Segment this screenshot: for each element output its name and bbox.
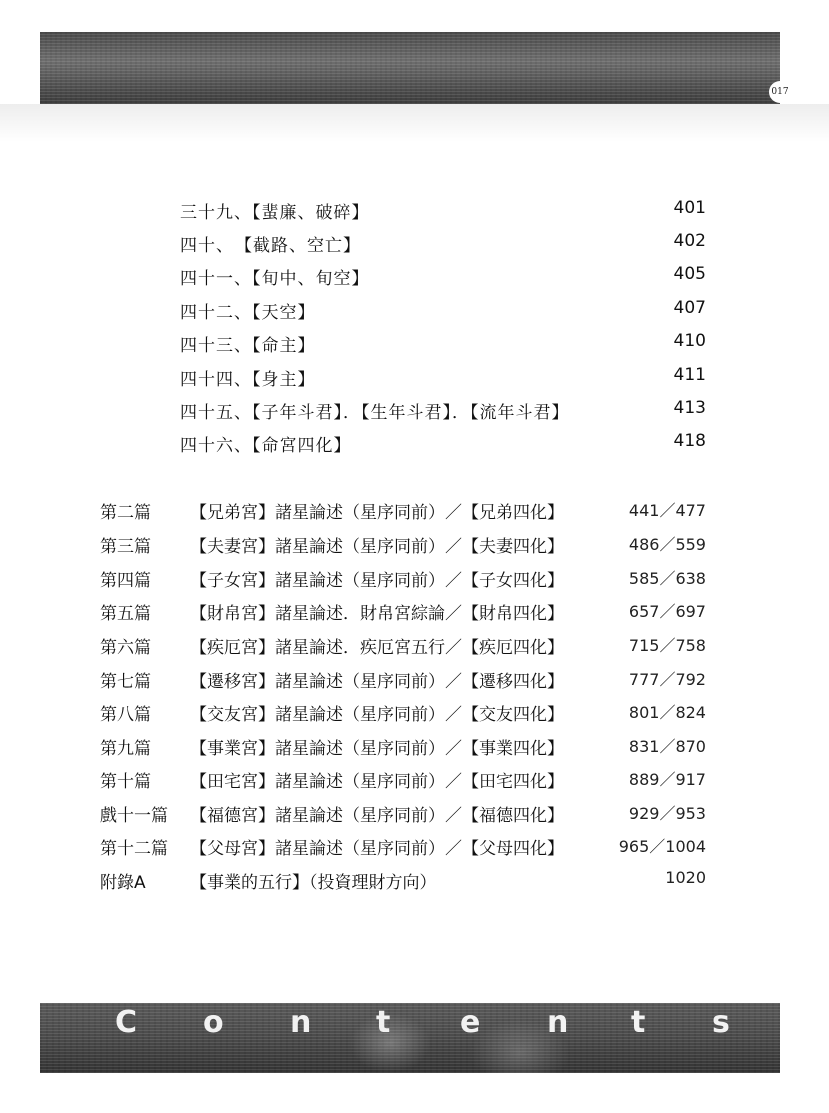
chapter-pages: 801／824 bbox=[628, 703, 706, 722]
toc-page: 401 bbox=[673, 198, 706, 218]
chapter-name: 第二篇 bbox=[100, 503, 151, 523]
contents-letter: C bbox=[115, 1005, 138, 1040]
chapter-pages: 965／1004 bbox=[618, 837, 706, 856]
chapter-pages: 1020 bbox=[665, 868, 706, 887]
chapter-title: 【事業的五行】（投資理財方向） bbox=[190, 873, 437, 893]
chapter-name: 附錄A bbox=[100, 873, 146, 893]
chapter-title: 【福德宮】諸星論述（星序同前）／【福德四化】 bbox=[190, 806, 564, 826]
chapter-title: 【夫妻宮】諸星論述（星序同前）／【夫妻四化】 bbox=[190, 537, 564, 557]
chapter-name: 第五篇 bbox=[100, 604, 151, 624]
page-number-badge: 017 bbox=[769, 81, 791, 103]
chapter-name: 第四篇 bbox=[100, 571, 151, 591]
header-band bbox=[40, 32, 789, 104]
header-shadow bbox=[0, 104, 829, 142]
chapter-pages: 831／870 bbox=[628, 737, 706, 756]
chapter-title: 【疾厄宮】諸星論述．疾厄宮五行／【疾厄四化】 bbox=[190, 638, 564, 658]
chapter-title: 【事業宮】諸星論述（星序同前）／【事業四化】 bbox=[190, 739, 564, 759]
chapter-name: 第十篇 bbox=[100, 772, 151, 792]
toc-title: 四十六、【命宮四化】 bbox=[180, 436, 352, 456]
chapter-name: 第九篇 bbox=[100, 739, 151, 759]
chapter-name: 第十二篇 bbox=[100, 839, 168, 859]
contents-footer-band bbox=[40, 1003, 780, 1073]
contents-letter: t bbox=[631, 1005, 646, 1040]
chapter-title: 【兄弟宮】諸星論述（星序同前）／【兄弟四化】 bbox=[190, 503, 564, 523]
chapter-name: 第七篇 bbox=[100, 672, 151, 692]
contents-letter: t bbox=[376, 1005, 391, 1040]
toc-page: 405 bbox=[673, 264, 706, 284]
chapter-name: 戲十一篇 bbox=[100, 806, 168, 826]
toc-page: 411 bbox=[673, 365, 706, 385]
toc-page: 413 bbox=[673, 398, 706, 418]
chapter-name: 第六篇 bbox=[100, 638, 151, 658]
chapter-pages: 657／697 bbox=[628, 602, 706, 621]
chapter-title: 【子女宮】諸星論述（星序同前）／【子女四化】 bbox=[190, 571, 564, 591]
toc-page: 407 bbox=[673, 298, 706, 318]
chapter-name: 第三篇 bbox=[100, 537, 151, 557]
contents-letter: s bbox=[712, 1005, 730, 1040]
contents-letter: o bbox=[203, 1005, 224, 1040]
toc-title: 三十九、【蜚廉、破碎】 bbox=[180, 203, 370, 223]
chapter-title: 【財帛宮】諸星論述．財帛宮綜論／【財帛四化】 bbox=[190, 604, 564, 624]
chapter-title: 【交友宮】諸星論述（星序同前）／【交友四化】 bbox=[190, 705, 564, 725]
chapter-pages: 715／758 bbox=[628, 636, 706, 655]
contents-letter: n bbox=[290, 1005, 312, 1040]
toc-page: 418 bbox=[673, 431, 706, 451]
chapter-pages: 585／638 bbox=[628, 569, 706, 588]
contents-letter: e bbox=[460, 1005, 481, 1040]
chapter-pages: 929／953 bbox=[628, 804, 706, 823]
chapter-title: 【田宅宮】諸星論述（星序同前）／【田宅四化】 bbox=[190, 772, 564, 792]
toc-title: 四十一、【旬中、旬空】 bbox=[180, 269, 370, 289]
chapter-pages: 777／792 bbox=[628, 670, 706, 689]
chapter-name: 第八篇 bbox=[100, 705, 151, 725]
contents-word bbox=[40, 1003, 780, 1073]
chapter-pages: 889／917 bbox=[628, 770, 706, 789]
contents-letter: n bbox=[547, 1005, 569, 1040]
chapter-pages: 486／559 bbox=[628, 535, 706, 554]
toc-title: 四十、 【截路、空亡】 bbox=[180, 236, 361, 256]
chapter-title: 【遷移宮】諸星論述（星序同前）／【遷移四化】 bbox=[190, 672, 564, 692]
toc-title: 四十三、【命主】 bbox=[180, 336, 316, 356]
chapter-pages: 441／477 bbox=[628, 501, 706, 520]
toc-title: 四十五、【子年斗君】．【生年斗君】．【流年斗君】 bbox=[180, 403, 570, 423]
toc-title: 四十四、【身主】 bbox=[180, 370, 316, 390]
toc-title: 四十二、【天空】 bbox=[180, 303, 316, 323]
chapter-title: 【父母宮】諸星論述（星序同前）／【父母四化】 bbox=[190, 839, 564, 859]
toc-page: 402 bbox=[673, 231, 706, 251]
toc-page: 410 bbox=[673, 331, 706, 351]
